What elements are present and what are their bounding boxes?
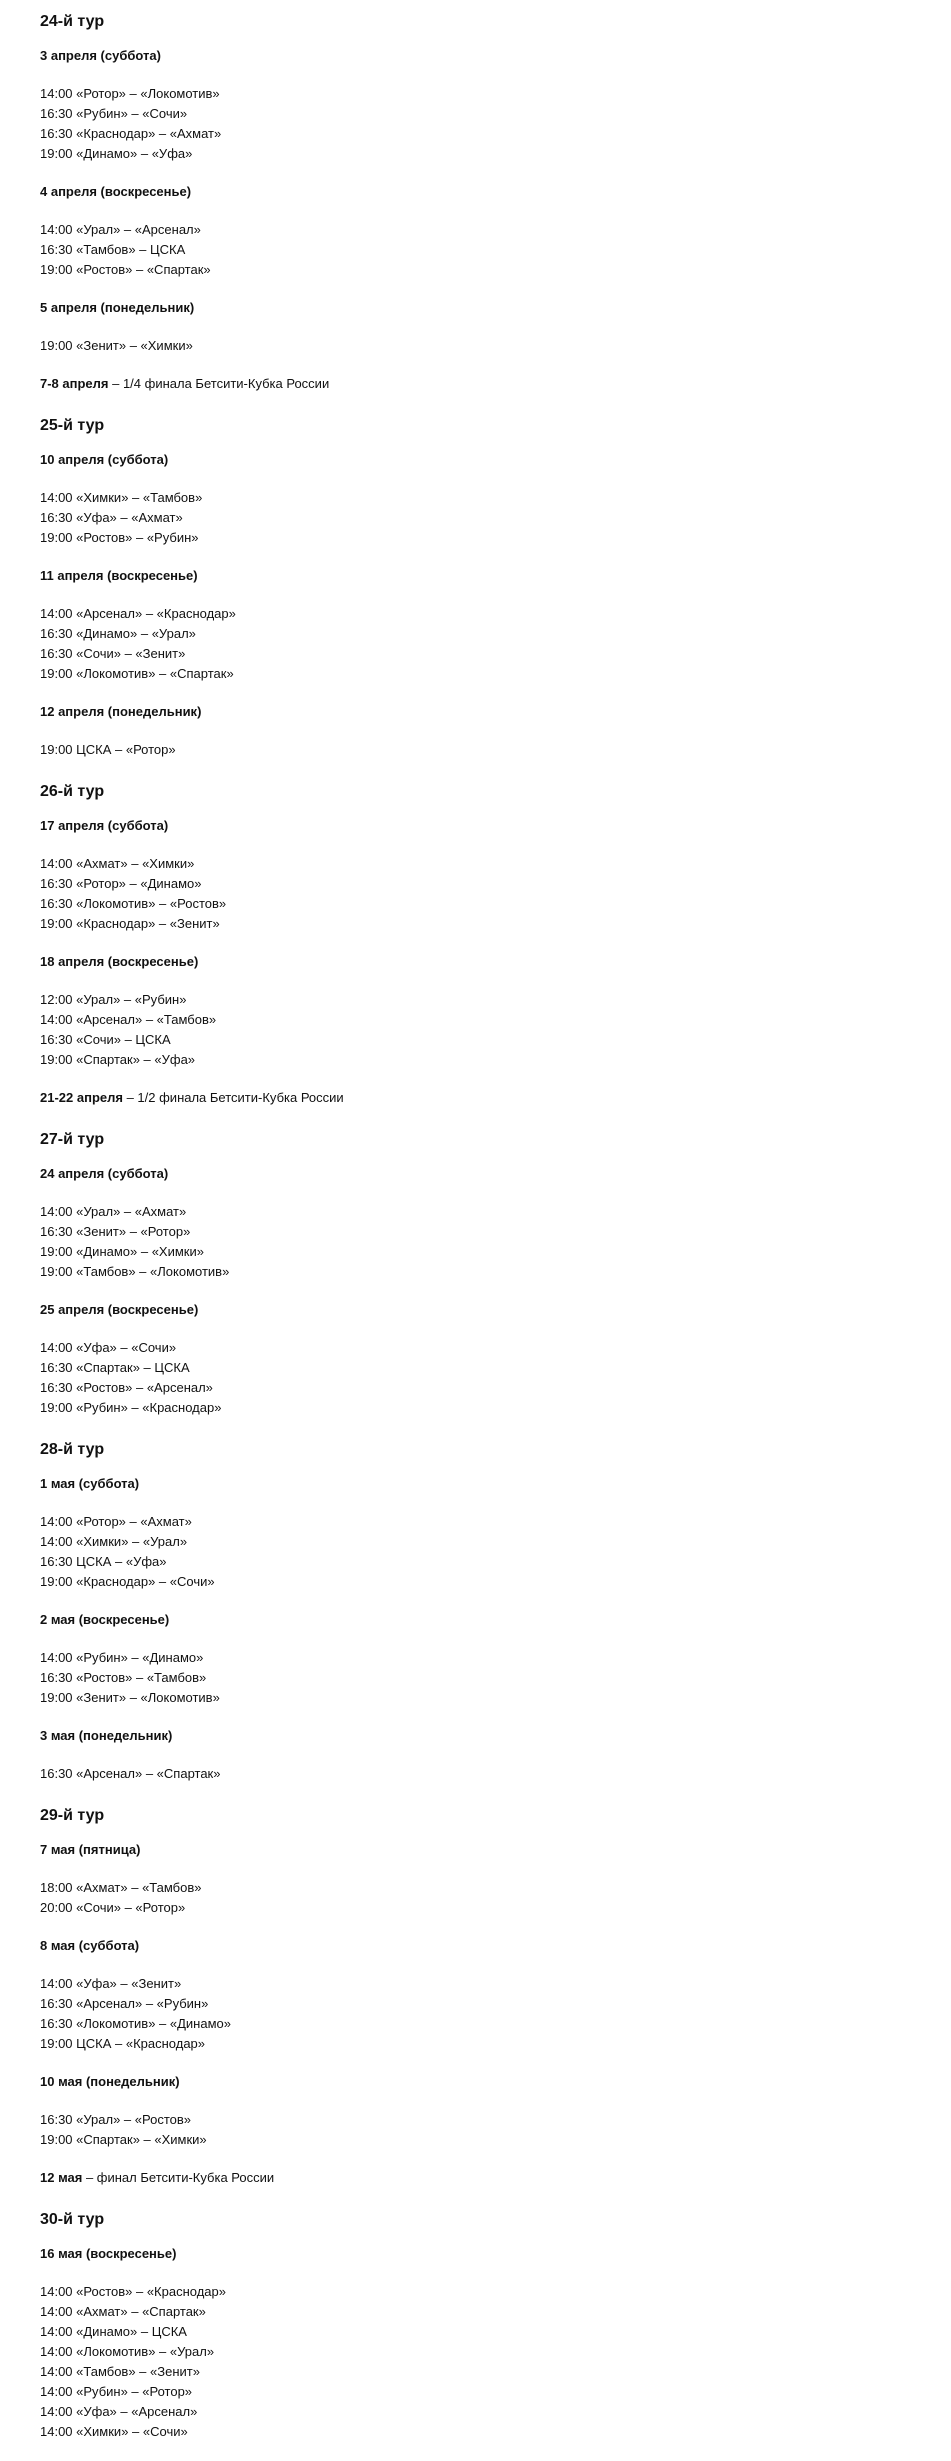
match-day-title: 18 апреля (воскресенье) xyxy=(40,954,199,969)
match-item: 14:00 «Локомотив» – «Урал» xyxy=(40,2344,215,2359)
round-section xyxy=(40,1802,951,2188)
cup-event-text: – финал Бетсити-Кубка России xyxy=(82,2170,275,2185)
match-item: 16:30 «Тамбов» – ЦСКА xyxy=(40,242,186,257)
match-list xyxy=(40,84,951,164)
match-day-title: 11 апреля (воскресенье) xyxy=(40,568,198,583)
cup-event-text: – 1/2 финала Бетсити-Кубка России xyxy=(122,1090,344,1105)
match-item: 19:00 «Зенит» – «Локомотив» xyxy=(40,1690,220,1705)
match-item: 14:00 «Урал» – «Арсенал» xyxy=(40,222,201,237)
match-item: 19:00 «Спартак» – «Химки» xyxy=(40,2132,207,2147)
match-item: 19:00 «Тамбов» – «Локомотив» xyxy=(40,1264,230,1279)
match-item: 14:00 «Динамо» – ЦСКА xyxy=(40,2324,187,2339)
match-item: 14:00 «Рубин» – «Ротор» xyxy=(40,2384,193,2399)
match-item: 16:30 «Локомотив» – «Ростов» xyxy=(40,896,227,911)
match-list xyxy=(40,488,951,548)
match-list xyxy=(40,1878,951,1918)
cup-event-date: 12 мая xyxy=(40,2170,83,2185)
match-item: 16:30 «Арсенал» – «Спартак» xyxy=(40,1766,221,1781)
match-day-title: 8 мая (суббота) xyxy=(40,1938,140,1953)
match-item: 16:30 «Спартак» – ЦСКА xyxy=(40,1360,190,1375)
round-section xyxy=(40,1436,951,1784)
match-day-title: 4 апреля (воскресенье) xyxy=(40,184,192,199)
match-list xyxy=(40,604,951,684)
match-item: 14:00 «Ахмат» – «Спартак» xyxy=(40,2304,206,2319)
cup-event-date: 7-8 апреля xyxy=(40,376,109,391)
match-list xyxy=(40,1202,951,1282)
match-list xyxy=(40,2110,951,2150)
match-day-title: 12 апреля (понедельник) xyxy=(40,704,202,719)
match-list xyxy=(40,2282,951,2442)
match-item: 19:00 «Ростов» – «Рубин» xyxy=(40,530,199,545)
cup-event-line xyxy=(40,1088,951,1108)
match-day-title: 3 апреля (суббота) xyxy=(40,48,161,63)
match-item: 16:30 «Локомотив» – «Динамо» xyxy=(40,2016,231,2031)
match-day-title: 25 апреля (воскресенье) xyxy=(40,1302,199,1317)
match-item: 14:00 «Уфа» – «Сочи» xyxy=(40,1340,177,1355)
match-item: 14:00 «Ахмат» – «Химки» xyxy=(40,856,195,871)
match-item: 19:00 «Рубин» – «Краснодар» xyxy=(40,1400,222,1415)
match-item: 12:00 «Урал» – «Рубин» xyxy=(40,992,187,1007)
match-item: 16:30 «Сочи» – ЦСКА xyxy=(40,1032,171,1047)
match-item: 19:00 «Краснодар» – «Зенит» xyxy=(40,916,220,931)
match-item: 14:00 «Урал» – «Ахмат» xyxy=(40,1204,187,1219)
match-item: 14:00 «Химки» – «Сочи» xyxy=(40,2424,188,2439)
match-item: 19:00 «Спартак» – «Уфа» xyxy=(40,1052,196,1067)
match-day-title: 17 апреля (суббота) xyxy=(40,818,169,833)
match-item: 16:30 «Урал» – «Ростов» xyxy=(40,2112,192,2127)
match-list xyxy=(40,740,951,760)
round-title: 27-й тур xyxy=(40,1131,105,1148)
match-day-title: 10 мая (понедельник) xyxy=(40,2074,180,2089)
round-section xyxy=(40,412,951,760)
cup-event-line xyxy=(40,374,951,394)
match-day-title: 2 мая (воскресенье) xyxy=(40,1612,170,1627)
match-item: 14:00 «Арсенал» – «Краснодар» xyxy=(40,606,236,621)
match-item: 14:00 «Рубин» – «Динамо» xyxy=(40,1650,204,1665)
match-item: 14:00 «Химки» – «Тамбов» xyxy=(40,490,203,505)
match-list xyxy=(40,1974,951,2054)
match-item: 19:00 «Локомотив» – «Спартак» xyxy=(40,666,234,681)
match-day-title: 7 мая (пятница) xyxy=(40,1842,141,1857)
match-item: 16:30 «Арсенал» – «Рубин» xyxy=(40,1996,209,2011)
match-item: 16:30 «Рубин» – «Сочи» xyxy=(40,106,188,121)
match-item: 14:00 «Уфа» – «Арсенал» xyxy=(40,2404,198,2419)
match-day-title: 5 апреля (понедельник) xyxy=(40,300,195,315)
match-item: 16:30 «Краснодар» – «Ахмат» xyxy=(40,126,222,141)
match-list xyxy=(40,1338,951,1418)
round-title: 29-й тур xyxy=(40,1807,105,1824)
match-item: 19:00 «Ростов» – «Спартак» xyxy=(40,262,211,277)
match-day-title: 1 мая (суббота) xyxy=(40,1476,140,1491)
match-day-title: 3 мая (понедельник) xyxy=(40,1728,173,1743)
cup-event-date: 21-22 апреля xyxy=(40,1090,123,1105)
match-list xyxy=(40,1764,951,1784)
match-item: 14:00 «Уфа» – «Зенит» xyxy=(40,1976,182,1991)
match-item: 14:00 «Ротор» – «Локомотив» xyxy=(40,86,220,101)
round-section xyxy=(40,2206,951,2442)
round-title: 26-й тур xyxy=(40,783,105,800)
round-title: 30-й тур xyxy=(40,2211,105,2228)
round-section xyxy=(40,8,951,394)
match-item: 19:00 «Зенит» – «Химки» xyxy=(40,338,193,353)
match-item: 16:30 «Ростов» – «Арсенал» xyxy=(40,1380,213,1395)
match-day-title: 24 апреля (суббота) xyxy=(40,1166,169,1181)
match-item: 14:00 «Химки» – «Урал» xyxy=(40,1534,188,1549)
match-day-title: 10 апреля (суббота) xyxy=(40,452,169,467)
match-item: 19:00 «Краснодар» – «Сочи» xyxy=(40,1574,215,1589)
cup-event-line xyxy=(40,2168,951,2188)
round-title: 25-й тур xyxy=(40,417,105,434)
match-item: 16:30 «Зенит» – «Ротор» xyxy=(40,1224,191,1239)
match-item: 19:00 ЦСКА – «Краснодар» xyxy=(40,2036,206,2051)
match-list xyxy=(40,336,951,356)
match-item: 16:30 «Сочи» – «Зенит» xyxy=(40,646,186,661)
round-title: 24-й тур xyxy=(40,13,105,30)
match-item: 19:00 ЦСКА – «Ротор» xyxy=(40,742,176,757)
match-item: 14:00 «Арсенал» – «Тамбов» xyxy=(40,1012,217,1027)
match-item: 19:00 «Динамо» – «Уфа» xyxy=(40,146,193,161)
match-item: 19:00 «Динамо» – «Химки» xyxy=(40,1244,204,1259)
match-item: 16:30 ЦСКА – «Уфа» xyxy=(40,1554,167,1569)
match-list xyxy=(40,1512,951,1592)
match-item: 16:30 «Динамо» – «Урал» xyxy=(40,626,196,641)
round-section xyxy=(40,1126,951,1418)
match-list xyxy=(40,854,951,934)
match-item: 16:30 «Ростов» – «Тамбов» xyxy=(40,1670,207,1685)
match-list xyxy=(40,990,951,1070)
match-list xyxy=(40,220,951,280)
match-item: 20:00 «Сочи» – «Ротор» xyxy=(40,1900,186,1915)
round-title: 28-й тур xyxy=(40,1441,105,1458)
match-item: 16:30 «Ротор» – «Динамо» xyxy=(40,876,202,891)
match-item: 14:00 «Тамбов» – «Зенит» xyxy=(40,2364,200,2379)
match-item: 14:00 «Ротор» – «Ахмат» xyxy=(40,1514,192,1529)
match-day-title: 16 мая (воскресенье) xyxy=(40,2246,177,2261)
match-item: 18:00 «Ахмат» – «Тамбов» xyxy=(40,1880,202,1895)
match-item: 14:00 «Ростов» – «Краснодар» xyxy=(40,2284,226,2299)
match-list xyxy=(40,1648,951,1708)
match-item: 16:30 «Уфа» – «Ахмат» xyxy=(40,510,183,525)
round-section xyxy=(40,778,951,1108)
cup-event-text: – 1/4 финала Бетсити-Кубка России xyxy=(108,376,330,391)
